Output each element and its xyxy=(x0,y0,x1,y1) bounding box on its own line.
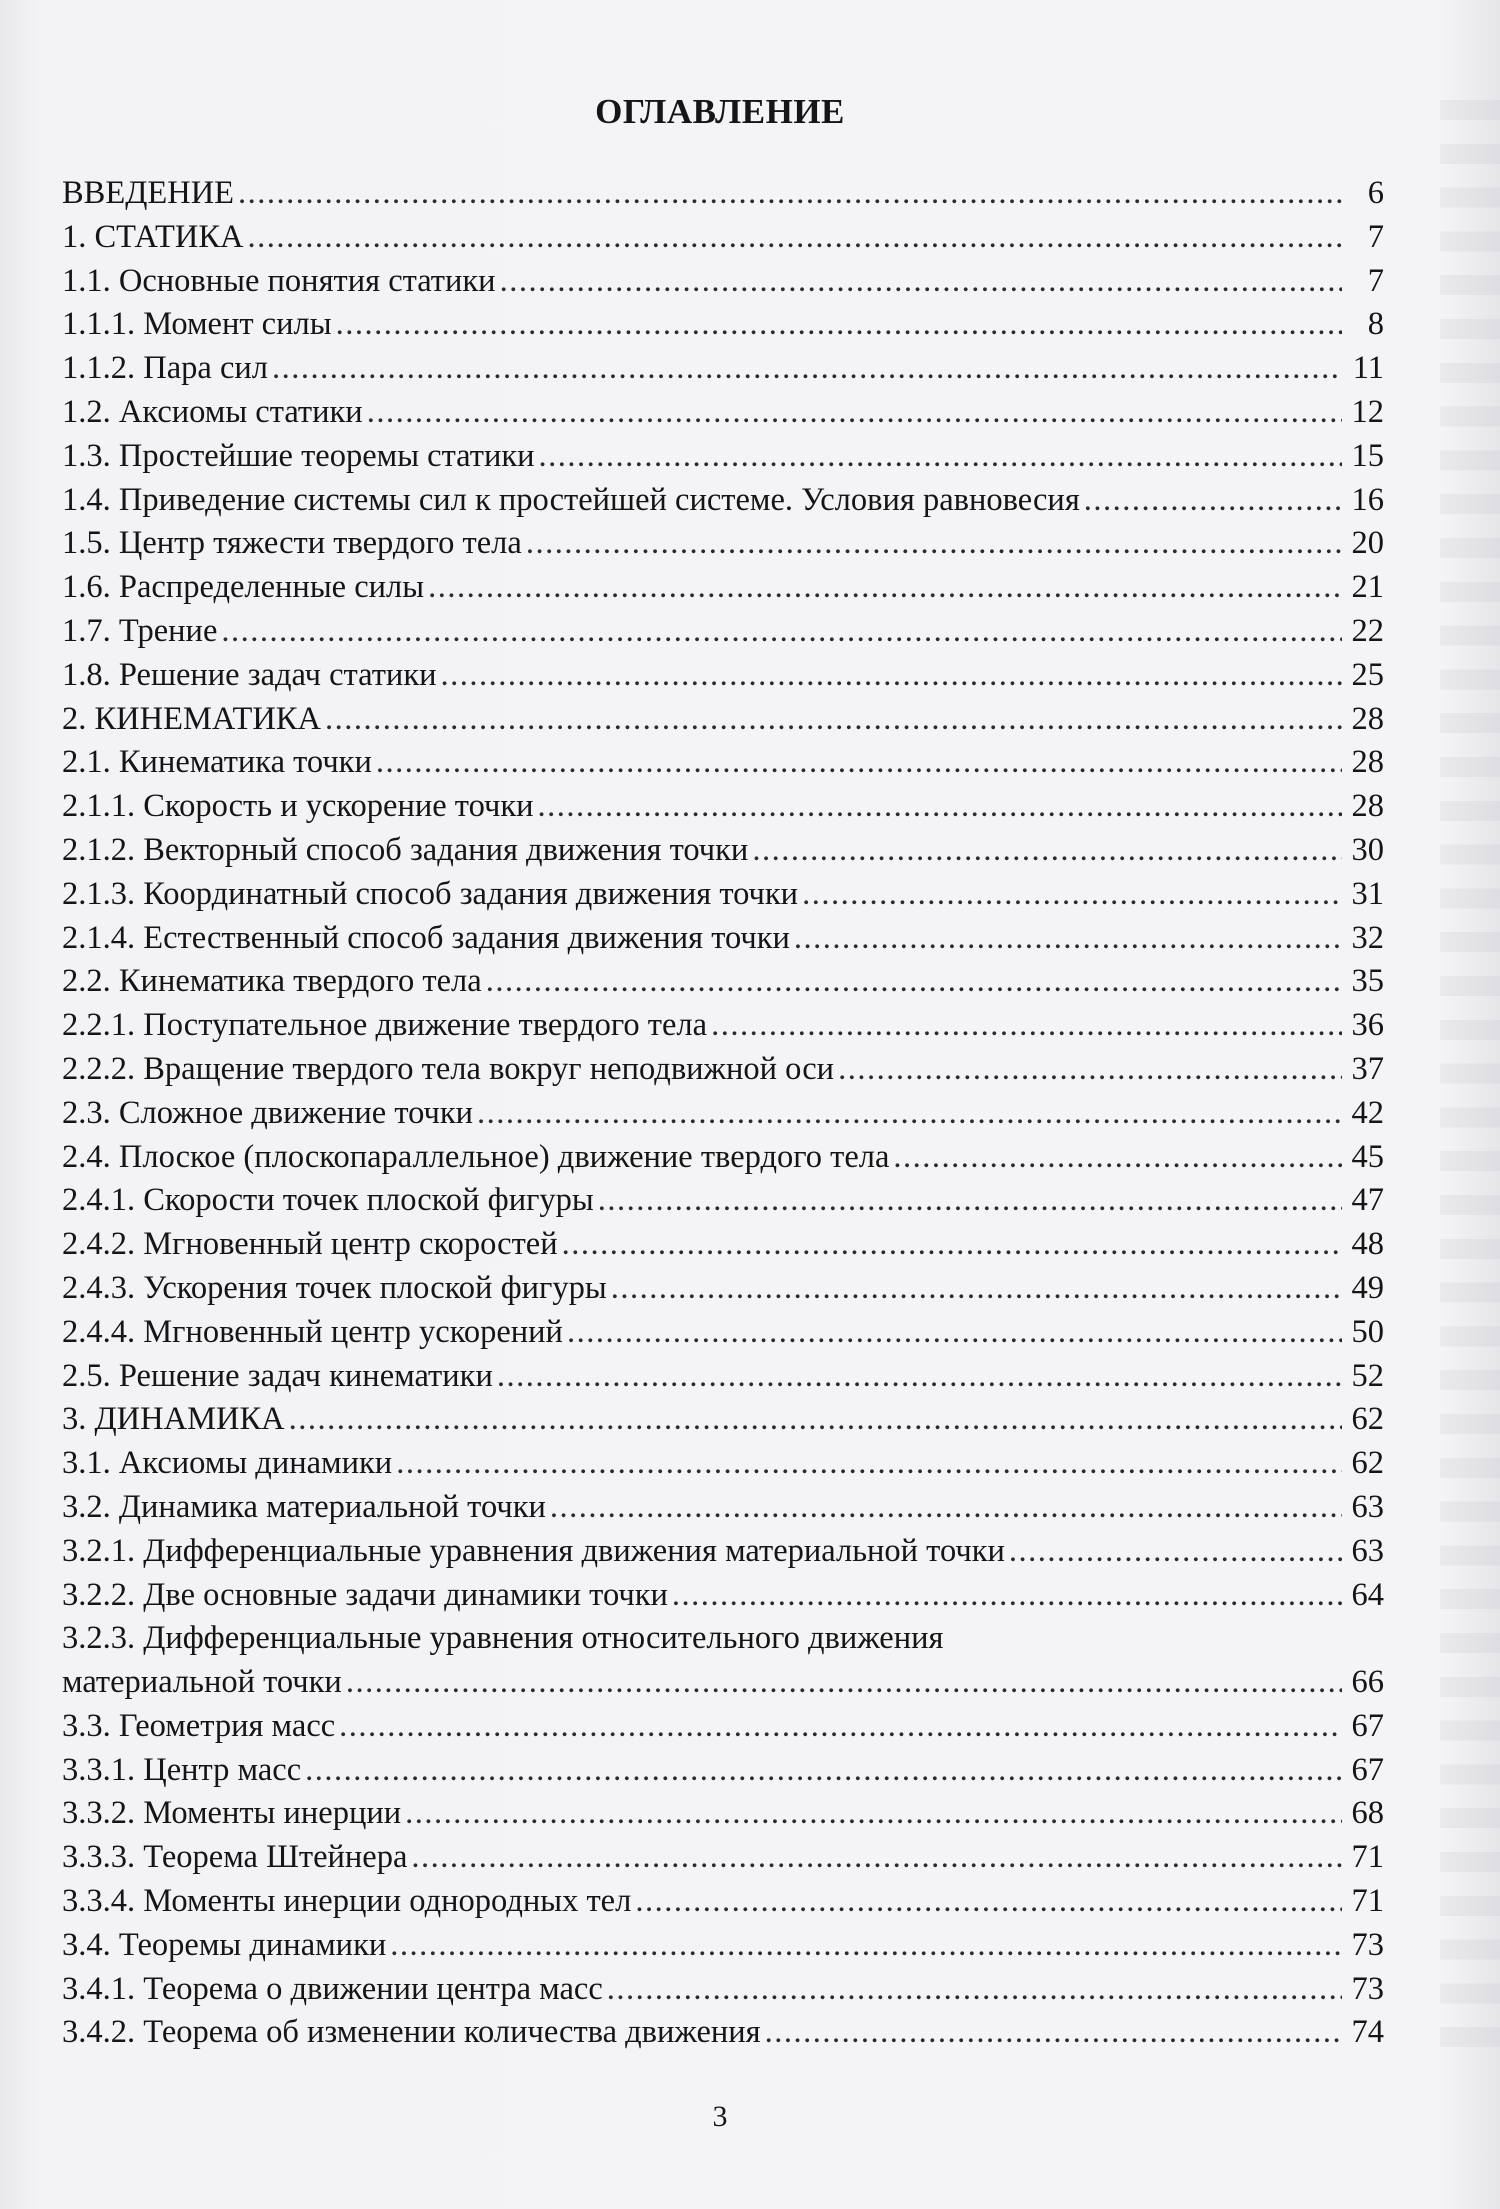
toc-leader-dots xyxy=(500,260,1342,304)
toc-leader-dots xyxy=(635,1880,1342,1924)
toc-entry-label: 3.3. Геометрия масс xyxy=(62,1707,336,1744)
toc-entry-page: 36 xyxy=(1351,1007,1384,1044)
toc-entry xyxy=(62,698,1384,742)
toc-entry-page: 21 xyxy=(1351,569,1384,606)
toc-entry-label: 2. КИНЕМАТИКА xyxy=(62,700,321,737)
toc-entry-page: 73 xyxy=(1351,1970,1384,2007)
toc-entry xyxy=(62,172,1384,216)
toc-leader-dots xyxy=(752,829,1342,873)
toc-leader-dots xyxy=(336,303,1342,347)
toc-entry xyxy=(62,2011,1384,2055)
toc-entry-page: 25 xyxy=(1351,656,1384,693)
toc-entry-page: 20 xyxy=(1351,525,1384,562)
toc-entry xyxy=(62,479,1384,523)
toc-leader-dots xyxy=(428,566,1342,610)
toc-leader-dots xyxy=(607,1968,1342,2012)
toc-entry-label: 1.3. Простейшие теоремы статики xyxy=(62,437,535,474)
toc-entry-page: 48 xyxy=(1351,1226,1384,1263)
toc-entry xyxy=(62,741,1384,785)
toc-entry-label: 2.5. Решение задач кинематики xyxy=(62,1357,493,1394)
toc-entry-page: 31 xyxy=(1351,875,1384,912)
toc-entry xyxy=(62,1749,1384,1793)
toc-entry-page: 63 xyxy=(1351,1488,1384,1525)
toc-entry xyxy=(62,829,1384,873)
toc-entry-page: 64 xyxy=(1351,1576,1384,1613)
toc-entry-label: ВВЕДЕНИЕ xyxy=(62,175,235,211)
toc-entry xyxy=(62,435,1384,479)
toc-entry-label: 2.1. Кинематика точки xyxy=(62,744,372,781)
toc-entry xyxy=(62,654,1384,698)
toc-entry xyxy=(62,785,1384,829)
toc-entry-label: 1.6. Распределенные силы xyxy=(62,569,425,606)
toc-leader-dots xyxy=(1009,1530,1342,1574)
toc-entry-label: 2.4. Плоское (плоскопараллельное) движение твердого тела xyxy=(62,1138,890,1175)
toc-leader-dots xyxy=(562,1223,1342,1267)
toc-entry-label: 2.4.1. Скорости точек плоской фигуры xyxy=(62,1182,594,1219)
toc-entry-page: 28 xyxy=(1351,788,1384,825)
toc-leader-dots xyxy=(672,1574,1342,1618)
toc-entry-page: 37 xyxy=(1351,1050,1384,1087)
toc-leader-dots xyxy=(1084,479,1342,523)
toc-leader-dots xyxy=(325,698,1342,742)
toc-leader-dots xyxy=(893,1136,1342,1180)
toc-entry xyxy=(62,917,1384,961)
toc-entry-label: 2.1.2. Векторный способ задания движения точки xyxy=(62,831,749,868)
toc-entry xyxy=(62,1004,1384,1048)
toc-entry-label: 2.2. Кинематика твердого тела xyxy=(62,963,482,1000)
toc-leader-dots xyxy=(405,1792,1342,1836)
toc-entry-label: 3.4.1. Теорема о движении центра масс xyxy=(62,1970,603,2007)
toc-entry-label: 1.5. Центр тяжести твердого тела xyxy=(62,525,522,562)
toc-entry-label: 3.2. Динамика материальной точки xyxy=(62,1488,546,1525)
toc-entry xyxy=(62,873,1384,917)
toc-entry-label: 3.3.4. Моменты инерции однородных тел xyxy=(62,1883,632,1920)
toc-entry xyxy=(62,960,1384,1004)
toc-entry xyxy=(62,1223,1384,1267)
toc-entry xyxy=(62,1355,1384,1399)
toc-entry-page: 49 xyxy=(1351,1269,1384,1306)
toc-entry xyxy=(62,1880,1384,1924)
toc-leader-dots xyxy=(367,391,1342,435)
toc-entry xyxy=(62,1048,1384,1092)
toc-entry xyxy=(62,1924,1384,1968)
toc-entry-label: 3.2.1. Дифференциальные уравнения движения материальной точки xyxy=(62,1532,1005,1569)
toc-leader-dots xyxy=(838,1048,1342,1092)
toc-leader-dots xyxy=(305,1749,1342,1793)
toc-entry-page: 67 xyxy=(1351,1707,1384,1744)
toc-entry-label: 3.2.2. Две основные задачи динамики точки xyxy=(62,1576,668,1613)
toc-entry-page: 15 xyxy=(1351,437,1384,474)
toc-entry-label: 2.1.4. Естественный способ задания движения точки xyxy=(62,919,790,956)
toc-entry-page: 68 xyxy=(1351,1795,1384,1832)
page-number: 3 xyxy=(712,2100,728,2133)
toc-entry-label: 2.1.3. Координатный способ задания движения точки xyxy=(62,875,799,912)
toc-entry xyxy=(62,1968,1384,2012)
toc-leader-dots xyxy=(441,654,1342,698)
toc-entry-page: 28 xyxy=(1351,744,1384,781)
toc-leader-dots xyxy=(248,216,1343,260)
toc-leader-dots xyxy=(794,917,1342,961)
toc-entry xyxy=(62,1705,1384,1749)
toc-entry-label: 1.7. Трение xyxy=(62,612,218,649)
toc-entry-page: 7 xyxy=(1367,218,1384,255)
toc-entry-label: 3. ДИНАМИКА xyxy=(62,1401,285,1438)
toc-entry xyxy=(62,1836,1384,1880)
toc-entry xyxy=(62,216,1384,260)
toc-entry-label: 3.1. Аксиомы динамики xyxy=(62,1445,393,1482)
toc-entry xyxy=(62,1617,1384,1661)
toc-entry-page: 7 xyxy=(1367,262,1384,299)
toc-entry xyxy=(62,1398,1384,1442)
toc-leader-dots xyxy=(376,741,1342,785)
toc-entry-page: 12 xyxy=(1351,393,1384,430)
toc-entry-label: материальной точки xyxy=(62,1664,342,1701)
toc-entry-page: 16 xyxy=(1351,481,1384,518)
page-title: ОГЛАВЛЕНИЕ xyxy=(595,92,845,131)
toc-entry-label: 1.1.2. Пара сил xyxy=(62,350,268,387)
toc-entry-page: 52 xyxy=(1351,1357,1384,1394)
table-of-contents xyxy=(62,172,1384,2055)
toc-leader-dots xyxy=(711,1004,1342,1048)
toc-entry xyxy=(62,347,1384,391)
toc-entry-page: 35 xyxy=(1351,963,1384,1000)
toc-entry-label: 2.2.1. Поступательное движение твердого тела xyxy=(62,1007,708,1044)
toc-entry-page: 71 xyxy=(1351,1883,1384,1920)
toc-leader-dots xyxy=(567,1311,1342,1355)
toc-entry-page: 67 xyxy=(1351,1751,1384,1788)
toc-entry-label: 3.3.2. Моменты инерции xyxy=(62,1795,402,1832)
toc-entry-label: 1.8. Решение задач статики xyxy=(62,656,437,693)
toc-entry-page: 32 xyxy=(1351,919,1384,956)
toc-entry xyxy=(62,566,1384,610)
toc-entry-page: 28 xyxy=(1351,700,1384,737)
toc-entry-page: 6 xyxy=(1367,175,1384,211)
toc-entry-label: 3.4. Теоремы динамики xyxy=(62,1926,387,1963)
toc-entry-page: 8 xyxy=(1367,306,1384,343)
toc-entry xyxy=(62,1530,1384,1574)
toc-entry-label: 3.3.1. Центр масс xyxy=(62,1751,302,1788)
toc-entry xyxy=(62,1136,1384,1180)
toc-entry-page: 63 xyxy=(1351,1532,1384,1569)
toc-entry-page: 47 xyxy=(1351,1182,1384,1219)
toc-leader-dots xyxy=(238,172,1342,216)
toc-leader-dots xyxy=(611,1267,1342,1311)
toc-entry-label: 1.2. Аксиомы статики xyxy=(62,393,363,430)
toc-entry xyxy=(62,1179,1384,1223)
toc-entry-label: 2.2.2. Вращение твердого тела вокруг неподвижной оси xyxy=(62,1050,835,1087)
toc-entry-page: 66 xyxy=(1351,1664,1384,1701)
toc-leader-dots xyxy=(396,1442,1342,1486)
toc-leader-dots xyxy=(221,610,1342,654)
toc-entry-page: 62 xyxy=(1351,1401,1384,1438)
toc-entry-label: 1.4. Приведение системы сил к простейшей системе. Условия равновесия xyxy=(62,481,1080,518)
toc-leader-dots xyxy=(477,1092,1342,1136)
toc-entry-label: 2.4.4. Мгновенный центр ускорений xyxy=(62,1313,563,1350)
toc-entry xyxy=(62,1486,1384,1530)
toc-entry-page: 73 xyxy=(1351,1926,1384,1963)
toc-leader-dots xyxy=(526,522,1342,566)
toc-entry xyxy=(62,1311,1384,1355)
toc-entry-label: 2.4.2. Мгновенный центр скоростей xyxy=(62,1226,558,1263)
toc-leader-dots xyxy=(598,1179,1342,1223)
toc-entry xyxy=(62,1661,1384,1705)
toc-entry-label: 1.1. Основные понятия статики xyxy=(62,262,496,299)
toc-entry-label: 3.4.2. Теорема об изменении количества движения xyxy=(62,2014,761,2051)
toc-entry-label: 2.4.3. Ускорения точек плоской фигуры xyxy=(62,1269,607,1306)
toc-entry xyxy=(62,1574,1384,1618)
toc-leader-dots xyxy=(765,2011,1342,2055)
toc-leader-dots xyxy=(550,1486,1342,1530)
toc-leader-dots xyxy=(539,435,1342,479)
toc-entry-page: 22 xyxy=(1351,612,1384,649)
toc-entry-label: 2.1.1. Скорость и ускорение точки xyxy=(62,788,534,825)
toc-leader-dots xyxy=(497,1355,1342,1399)
toc-leader-dots xyxy=(802,873,1342,917)
toc-entry-page: 71 xyxy=(1351,1839,1384,1876)
toc-leader-dots xyxy=(289,1398,1342,1442)
toc-entry-page: 50 xyxy=(1351,1313,1384,1350)
toc-entry-label: 1. СТАТИКА xyxy=(62,218,244,255)
toc-entry-label: 2.3. Сложное движение точки xyxy=(62,1094,474,1131)
toc-entry-page: 74 xyxy=(1351,2014,1384,2051)
toc-entry-label: 1.1.1. Момент силы xyxy=(62,306,332,343)
toc-entry xyxy=(62,1092,1384,1136)
toc-leader-dots xyxy=(346,1661,1342,1705)
toc-entry-page: 42 xyxy=(1351,1094,1384,1131)
toc-entry-label: 3.3.3. Теорема Штейнера xyxy=(62,1839,408,1876)
toc-entry-page: 62 xyxy=(1351,1445,1384,1482)
show-through-shadow xyxy=(1440,100,1500,2050)
toc-leader-dots xyxy=(538,785,1342,829)
toc-leader-dots xyxy=(339,1705,1342,1749)
toc-entry xyxy=(62,391,1384,435)
toc-entry xyxy=(62,260,1384,304)
toc-entry xyxy=(62,522,1384,566)
toc-entry xyxy=(62,1442,1384,1486)
toc-entry xyxy=(62,1267,1384,1311)
toc-entry xyxy=(62,1792,1384,1836)
toc-entry-label: 3.2.3. Дифференциальные уравнения относительного движения xyxy=(62,1620,944,1657)
toc-entry-page: 11 xyxy=(1352,350,1384,387)
toc-entry-page: 30 xyxy=(1351,831,1384,868)
toc-leader-dots xyxy=(390,1924,1342,1968)
toc-entry xyxy=(62,610,1384,654)
toc-leader-dots xyxy=(411,1836,1342,1880)
toc-leader-dots xyxy=(272,347,1342,391)
toc-entry xyxy=(62,303,1384,347)
toc-entry-page: 45 xyxy=(1351,1138,1384,1175)
toc-leader-dots xyxy=(486,960,1342,1004)
